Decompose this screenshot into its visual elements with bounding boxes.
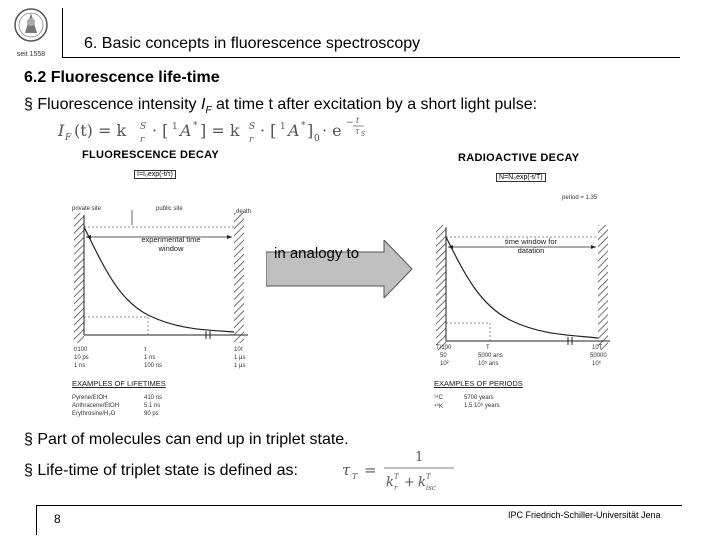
example-name-2: ⁴⁰K [434, 404, 443, 410]
example-value-2: 1,5 10⁹ years [464, 403, 500, 409]
svg-text:A: A [288, 121, 300, 140]
svg-text:S: S [249, 122, 256, 132]
svg-text:t: t [356, 116, 360, 125]
datation-window-label: time window for datation [504, 237, 558, 255]
example-value-2: 5.1 ns [144, 403, 161, 409]
tick-row-1-a: 50 [440, 353, 447, 359]
tick-label-3: 10T [592, 345, 603, 351]
svg-text:T: T [352, 472, 358, 481]
bullet-marker: § [24, 462, 38, 479]
fluorescence-decay-title: FLUORESCENCE DECAY [82, 149, 220, 161]
tick-row-2-b: 100 ns [144, 363, 163, 369]
bullet-text-rest: at time t after excitation by a short light pulse: [211, 96, 538, 113]
example-name-1: ¹⁴C [434, 395, 443, 401]
tick-row-1-b: 1 ns [144, 355, 156, 361]
university-seal-icon [14, 3, 48, 60]
svg-text:S: S [140, 122, 147, 132]
tick-row-1-a: 10 ps [74, 355, 89, 361]
tick-label-1: T/100 [436, 345, 452, 351]
svg-text:T: T [394, 473, 399, 481]
tick-row-1-c: 1 μs [234, 355, 246, 361]
tick-label-3: 10τ [234, 347, 244, 353]
svg-text:F: F [65, 133, 72, 143]
period-label: period = 1.35 [562, 195, 598, 201]
radioactive-decay-plot [420, 205, 620, 355]
triplet-lifetime-formula [340, 446, 460, 492]
svg-text:seit 1558: seit 1558 [16, 51, 46, 58]
institution-label: IPC Friedrich-Schiller-Universität Jena [508, 510, 661, 520]
svg-text:· [: · [ [152, 121, 169, 140]
svg-text:−: − [346, 118, 354, 128]
decay-formula [56, 116, 376, 146]
public-site-label: public site [156, 206, 183, 212]
tick-row-1-c: 50000 [590, 353, 607, 359]
footer-rule-horizontal [36, 505, 682, 506]
svg-text:*: * [301, 121, 306, 131]
bullet-text: Life-time of triplet state is defined as: [37, 462, 298, 479]
page-number: 8 [54, 512, 61, 526]
tick-row-2-c: 10⁶ [592, 361, 602, 367]
private-site-label: private site [72, 206, 102, 212]
svg-text:0: 0 [314, 134, 320, 144]
svg-text:1: 1 [172, 122, 178, 132]
bullet-text: Fluorescence intensity [37, 96, 201, 113]
header-rule-vertical [62, 8, 63, 58]
radioactive-decay-equation: N=N₀exp(-t/T) [496, 173, 546, 182]
examples-title: EXAMPLES OF LIFETIMES [72, 379, 166, 388]
svg-text:] = k: ] = k [200, 121, 240, 140]
example-value-3: 90 ps [144, 411, 159, 417]
formula-numerator: 1 [415, 450, 424, 465]
svg-text:r: r [394, 484, 398, 492]
svg-text:· [: · [ [260, 121, 277, 140]
svg-text:1: 1 [280, 122, 286, 132]
example-name-2: Anthracene/EtOH [72, 403, 120, 409]
svg-text:]: ] [307, 121, 314, 140]
svg-text:*: * [193, 121, 198, 131]
bullet-marker: § [24, 96, 38, 113]
fluorescence-decay-figure [58, 145, 260, 435]
svg-text:T: T [426, 473, 431, 481]
svg-text:k: k [386, 475, 394, 490]
tick-label-1: t/100 [74, 347, 88, 353]
svg-text:S: S [361, 131, 366, 138]
analogy-label: in analogy to [274, 245, 360, 262]
radioactive-decay-title: RADIOACTIVE DECAY [458, 152, 580, 164]
time-window-label: experimental time window [141, 235, 201, 253]
footer-rule-vertical [36, 505, 37, 535]
section-title: 6.2 Fluorescence life-time [24, 69, 220, 86]
svg-text:k: k [418, 475, 426, 490]
bullet-text: Part of molecules can end up in triplet state. [37, 431, 349, 448]
svg-text:r: r [249, 135, 254, 145]
svg-text:r: r [140, 135, 145, 145]
svg-text:I: I [58, 121, 65, 140]
example-value-1: 5700 years [464, 395, 494, 401]
examples-title: EXAMPLES OF PERIODS [434, 379, 523, 388]
bullet-triplet-lifetime [24, 462, 298, 480]
svg-text:isc: isc [426, 484, 436, 492]
death-label: death [236, 209, 252, 215]
radioactive-decay-figure [420, 145, 620, 417]
svg-text:τ: τ [342, 461, 351, 479]
svg-text:(t) = k: (t) = k [74, 121, 127, 140]
tick-row-2-b: 10⁵ ans [478, 361, 499, 367]
example-name-1: Pyrene/EtOH [72, 395, 108, 401]
tick-label-2: T [486, 345, 490, 351]
header-title: 6. Basic concepts in fluorescence spectroscopy [84, 35, 421, 52]
tick-row-2-a: 10² [440, 361, 449, 367]
tick-row-1-b: 5000 ans [478, 353, 503, 359]
example-value-1: 410 ns [144, 395, 163, 401]
svg-text:A: A [180, 121, 192, 140]
bullet-triplet [24, 431, 349, 449]
bullet-marker: § [24, 431, 38, 448]
header-rule-horizontal [62, 57, 680, 58]
fluorescence-decay-equation: I=I₀exp(-t/τ) [134, 170, 176, 179]
svg-text:+: + [404, 475, 415, 490]
svg-text:τ: τ [355, 127, 360, 136]
tick-label-2: τ [144, 347, 147, 353]
bullet-intensity [24, 96, 537, 116]
tick-row-2-a: 1 ns [74, 363, 86, 369]
tick-row-2-c: 1 μs [234, 363, 246, 369]
intensity-symbol: I [200, 96, 206, 113]
svg-text:=: = [364, 461, 377, 479]
svg-text:· e: · e [322, 121, 342, 140]
example-name-3: Erythrosine/H₂O [72, 411, 116, 417]
intensity-subscript: F [205, 105, 212, 117]
